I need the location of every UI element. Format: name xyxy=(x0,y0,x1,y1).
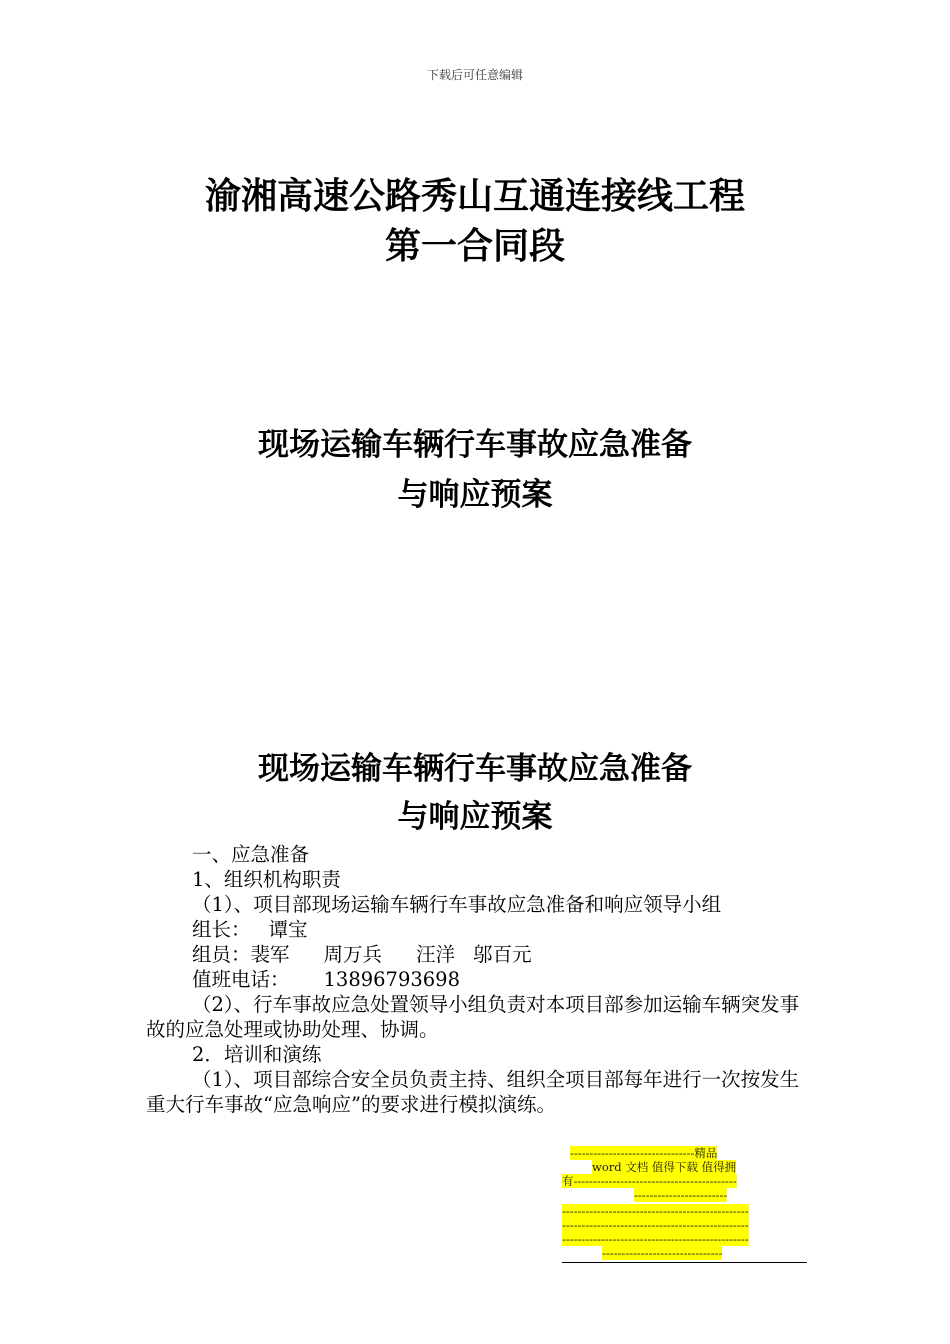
phone-label: 值班电话： xyxy=(192,968,290,991)
document-body xyxy=(146,842,810,1117)
members-label: 组员： xyxy=(192,943,251,966)
leader-label: 组长： xyxy=(192,918,251,941)
watermark-line: ------------------------------- xyxy=(602,1246,723,1260)
watermark-line: ------------------------------------------------ xyxy=(562,1218,749,1232)
phone-line xyxy=(146,967,810,992)
member-name: 裴军 xyxy=(250,943,290,966)
paragraph-drill: （1）、项目部综合安全员负责主持、组织全项目部每年进行一次按发生重大行车事故“应急响应”的要求进行模拟演练。 xyxy=(146,1068,800,1116)
phone-number: 13896793698 xyxy=(323,968,460,991)
project-title xyxy=(0,172,950,272)
paragraph-group-duty: （2）、行车事故应急处置领导小组负责对本项目部参加运输车辆突发事故的应急处理或协助处理、协调。 xyxy=(146,993,800,1041)
members-line xyxy=(146,942,810,967)
leader-name: 谭宝 xyxy=(268,918,308,941)
document-title xyxy=(0,420,950,520)
section-title xyxy=(0,745,950,841)
section-title-line2: 与响应预案 xyxy=(397,799,553,835)
watermark-line: ------------------------------------------------ xyxy=(562,1204,749,1218)
heading-training: 2．培训和演练 xyxy=(192,1043,322,1066)
watermark-line: --------------------------------精品 xyxy=(570,1146,718,1160)
watermark-line: ------------------------ xyxy=(634,1188,728,1202)
watermark-line: word 文档 值得下载 值得拥 xyxy=(592,1160,737,1174)
document-title-line2: 与响应预案 xyxy=(397,477,553,513)
heading-org-duties: 1、组织机构职责 xyxy=(192,868,341,891)
document-title-line1: 现场运输车辆行车事故应急准备 xyxy=(258,427,692,463)
page-header: 下载后可任意编辑 xyxy=(426,68,523,82)
footer-rule xyxy=(562,1262,807,1263)
watermark-note xyxy=(562,1146,807,1260)
member-name: 汪洋 xyxy=(416,943,456,966)
heading-emergency-prep: 一、应急准备 xyxy=(192,843,310,866)
watermark-line: ------------------------------------------------ xyxy=(562,1232,749,1246)
project-title-line2: 第一合同段 xyxy=(384,226,565,267)
member-name: 邬百元 xyxy=(473,943,532,966)
member-name: 周万兵 xyxy=(323,943,383,966)
section-title-line1: 现场运输车辆行车事故应急准备 xyxy=(258,751,692,787)
project-title-line1: 渝湘高速公路秀山互通连接线工程 xyxy=(204,176,745,217)
paragraph-leading-group: （1）、项目部现场运输车辆行车事故应急准备和响应领导小组 xyxy=(192,893,722,916)
watermark-line: 有------------------------------------------ xyxy=(562,1174,737,1188)
leader-line xyxy=(146,917,810,942)
